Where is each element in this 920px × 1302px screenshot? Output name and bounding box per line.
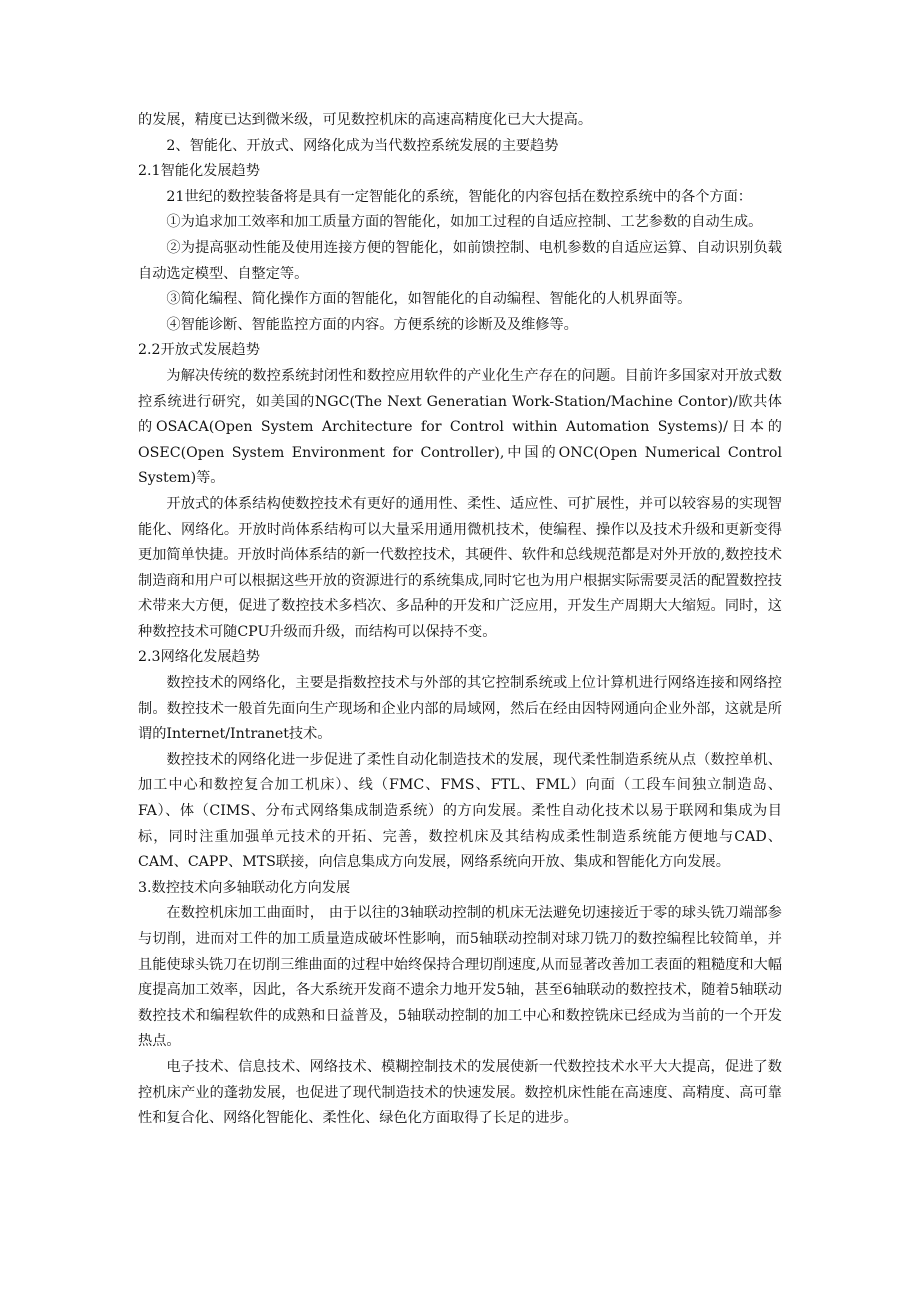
paragraph-continued: 的发展，精度已达到微米级，可见数控机床的高速高精度化已大大提高。: [138, 112, 593, 128]
document-body: [138, 108, 782, 1132]
list-item: ③简化编程、简化操作方面的智能化，如智能化的自动编程、智能化的人机界面等。: [166, 291, 692, 308]
paragraph: 21世纪的数控装备将是具有一定智能化的系统，智能化的内容包括在数控系统中的各个方面：: [166, 188, 752, 205]
heading-2-2: 2.2开放式发展趋势: [138, 342, 260, 359]
heading-2-1: 2.1智能化发展趋势: [138, 163, 260, 180]
heading-3: 3.数控技术向多轴联动化方向发展: [138, 879, 351, 896]
list-item: ④智能诊断、智能监控方面的内容。方便系统的诊断及及维修等。: [166, 316, 578, 333]
paragraph: 开放式的体系结构使数控技术有更好的通用性、柔性、适应性、可扩展性，并可以较容易的实现智能化、网络化。开放时尚体系结构可以大量采用通用微机技术，使编程、操作以及技术升级和更新变得更加简单快捷。开放时尚体系结的新一代数控技术，其硬件、软件和总线规范都是对外开放的,数控技术制造商和用户可以根据这些开放的资源进行的系统集成,同时它也为用户根据实际需要灵活的配置数控技术带来大方便，促进了数控技术多档次、多品种的开发和广泛应用，开发生产周期大大缩短。同时，这种数控技术可随CPU升级而升级，而结构可以保持不变。: [138, 495, 782, 640]
heading-2-3: 2.3网络化发展趋势: [138, 649, 260, 666]
paragraph: 在数控机床加工曲面时， 由于以往的3轴联动控制的机床无法避免切速接近于零的球头铣刀端部参与切削，进而对工件的加工质量造成破坏性影响，而5轴联动控制对球刀铣刀的数控编程比较简单，并且能使球头铣刀在切削三维曲面的过程中始终保持合理切削速度,从而显著改善加工表面的粗糙度和大幅度提高加工效率，因此，各大系统开发商不遗余力地开发5轴，甚至6轴联动的数控技术，随着5轴联动数控技术和编程软件的成熟和日益普及，5轴联动控制的加工中心和数控铣床已经成为当前的一个开发热点。: [138, 905, 782, 1050]
paragraph: 电子技术、信息技术、网络技术、模糊控制技术的发展使新一代数控技术水平大大提高，促进了数控机床产业的蓬勃发展，也促进了现代制造技术的快速发展。数控机床性能在高速度、高精度、高可靠性和复合化、网络化智能化、柔性化、绿色化方面取得了长足的进步。: [138, 1058, 782, 1127]
list-item: ②为提高驱动性能及使用连接方便的智能化，如前馈控制、电机参数的自适应运算、自动识别负载自动选定模型、自整定等。: [138, 239, 782, 282]
paragraph: 数控技术的网络化，主要是指数控技术与外部的其它控制系统或上位计算机进行网络连接和网络控制。数控技术一般首先面向生产现场和企业内部的局域网，然后在经由因特网通向企业外部，这就是所谓的Internet/Intranet技术。: [138, 675, 782, 743]
paragraph: 为解决传统的数控系统封闭性和数控应用软件的产业化生产存在的问题。目前许多国家对开放式数控系统进行研究，如美国的NGC(The Next Generatian Work-Station/Machine Contor)/欧共体的OSACA(Open System Architecture for Control within Automation Systems)/日本的OSEC(Open System Environment for Controller),中国的ONC(Open Numerical Control System)等。: [138, 367, 782, 487]
section-2-title: 2、智能化、开放式、网络化成为当代数控系统发展的主要趋势: [166, 137, 559, 154]
list-item: ①为追求加工效率和加工质量方面的智能化，如加工过程的自适应控制、工艺参数的自动生成。: [166, 214, 763, 231]
paragraph: 数控技术的网络化进一步促进了柔性自动化制造技术的发展，现代柔性制造系统从点（数控单机、加工中心和数控复合加工机床）、线（FMC、FMS、FTL、FML）向面（工段车间独立制造岛、FA）、体（CIMS、分布式网络集成制造系统）的方向发展。柔性自动化技术以易于联网和集成为目标，同时注重加强单元技术的开拓、完善，数控机床及其结构成柔性制造系统能方便地与CAD、CAM、CAPP、MTS联接，向信息集成方向发展，网络系统向开放、集成和智能化方向发展。: [138, 751, 782, 871]
